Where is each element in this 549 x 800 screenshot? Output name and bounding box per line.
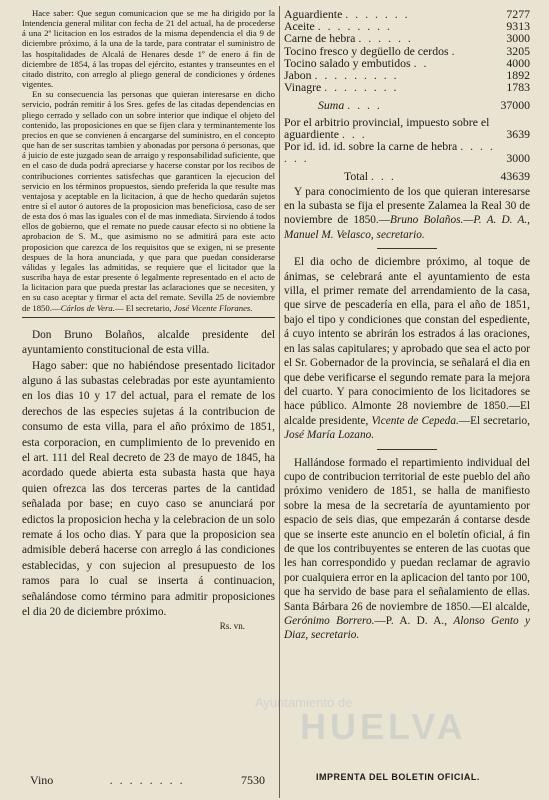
signature-vera: Cárlos de Vera.	[60, 302, 115, 313]
notice-santa-barbara-text: Hallándose formado el repartimiento individual del cupo de contribucion territorial de este pueblo del año próximo venidero de 1851, se halla de manifiesto sobre la mesa de la secretaría de ayuntamiento por espacio de seis dias, que empezarán á contarse desde que se inserte este anuncio en el boletín oficial, á fin de que los contribuyentes se enteren de las cuotas que les han correspondido y puedan reclamar de agravio por cualquiera error en la aplicacion del tanto por 100, que ha servido de base para el señalamiento de ellas. Santa Bárbara 26 de noviembre de 1850.—El alcalde,	[284, 456, 530, 613]
currency-label: Rs. vn.	[219, 621, 245, 632]
vino-row	[30, 773, 265, 788]
notice-santa-barbara-pada: —P. A. D. A.,	[374, 615, 454, 628]
section-rule-3	[377, 449, 437, 450]
budget-item-value: 1892	[506, 68, 530, 83]
left-column	[22, 8, 275, 632]
notice-santa-barbara	[284, 456, 530, 643]
arbitrio-label: Por el arbitrio provincial, impuesto sobre el aguardiente	[284, 114, 490, 141]
notice-consequence-text: En su consecuencia las personas que quieran interesarse en dicho servicio, podrán remitir á los Sres. gefes de las citadas dependencias en pliego cerrado y sellado con un sobre interior que indique el objeto del contenido, las proposiciones en que se fijen clara y terminantemente los precios en que se convienen á encargarse del suministro, en el concepto que han de ser suscritas tambien y abonadas por persona ó personas, que á juicio de este juzgado sean de arraigo y responsabilidad suficiente, que en el caso de duda podrá apreciarse y hacerse constar por los recibos de contribuciones corrientes satisfechas que garanticen la ejecucion del servicio en los términos propuestos, siendo preferida la que resulte mas ventajosa y aceptable en la licitacion, á que de hecho quedarán sujetos entre sí el autor ó autores de la proposicion mas beneficiosa, caso de ser de esta dos ó mas las iguales con el de mas inmediata. Sirviendo á todos ellos de gobierno, que el remate no puede causar efecto si no obtiene la aprobacion de S. M., que asimismo no se admitirá para este acto proposicion que carezca de los requisitos que se exigen, ni se presente despues de la hora anunciada, y que para que puedan considerarse válidas y legales las admitidas, se requiere que el licitador que la suscriba haya de estar presente ó legalmente representado en el acto de la licitacion para que pueda prestar las aclaraciones que se necesiten, y en su caso aceptar y firmar el acta del remate. Sevilla 25 de noviembre de 1850.—	[22, 89, 275, 313]
budget-item-dots: . . . . . . . . .	[314, 68, 399, 83]
carne-value: 3000	[506, 151, 530, 166]
budget-item-label: Aceite	[284, 19, 315, 34]
total-label: Total	[344, 169, 369, 184]
budget-item-dots: . .	[413, 55, 429, 70]
budget-item-dots: . . . . . . . .	[324, 80, 399, 95]
arbitrio-value: 3639	[506, 126, 530, 141]
budget-item-dots: .	[451, 43, 457, 58]
suma-value: 37000	[500, 98, 530, 113]
budget-item-label: Tocino salado y embutidos	[284, 55, 411, 70]
arbitrio-dots: . . .	[341, 126, 367, 141]
vino-value: 7530	[241, 773, 265, 787]
budget-item-value: 3205	[506, 43, 530, 58]
signature-borrero: Gerónimo Borrero.	[284, 615, 375, 628]
notice-almonte-text: El dia ocho de diciembre próximo, al toque de ánimas, se celebrará ante el ayuntamiento de esta villa, el primer remate del arrendamiento de la casa, que sirve de pescadería en ella, para el año de 1851, bajo el tipo y condiciones que constan del espediente, á cuyo intento se abrirán los estrados á las oraciones, en las salas capitulares; y aprobado que sea el acto por el Sr. Gobernador de la provincia, se señalará el dia en que debe verificarse el segundo remate para la mejora del cuarto. Y para conocimiento de los licitadores se hace público. Almonte 28 noviembre de 1850.—El alcalde presidente,	[284, 256, 530, 427]
right-column	[284, 8, 530, 643]
carne-dots: . . . . . . .	[284, 139, 495, 166]
budget-item-dots: . . . . . .	[358, 31, 413, 46]
carne-row	[284, 140, 530, 164]
budget-item-row	[284, 81, 530, 93]
budget-item-label: Vinagre	[284, 80, 322, 95]
total-row	[284, 164, 530, 182]
suma-label: Suma	[318, 98, 345, 113]
carne-label: Por id. id. id. sobre la carne de hebra	[284, 139, 458, 154]
budget-item-dots: . . . . . . . .	[317, 19, 392, 34]
budget-item-value: 3000	[506, 31, 530, 46]
imprint-footer: IMPRENTA DEL BOLETIN OFICIAL.	[316, 772, 480, 782]
notice-almonte	[284, 255, 530, 442]
total-dots: . . .	[371, 169, 396, 184]
signature-cepeda: Vicente de Cepeda.	[371, 414, 459, 427]
notice-consequence	[22, 89, 275, 312]
heading-bolanos: Don Bruno Bolaños, alcalde presidente del ayuntamiento constitucional de esta villa.	[22, 328, 275, 357]
notice-secretary: — El secretario,	[114, 302, 174, 313]
vino-dots: . . . . . . . .	[109, 773, 185, 787]
section-rule	[22, 317, 275, 318]
section-rule-2	[377, 248, 437, 249]
budget-item-dots: . . . . . . .	[345, 7, 410, 21]
total-value: 43639	[500, 169, 530, 184]
arbitrio-row	[284, 112, 530, 140]
vino-label: Vino	[30, 773, 54, 787]
watermark-line1: Ayuntamiento de	[255, 695, 353, 710]
budget-item-value: 9313	[506, 19, 530, 34]
signature-floranes: José Vicente Floranes.	[173, 302, 253, 313]
notice-zalamea	[284, 185, 530, 243]
notice-subasta: Hago saber: que no habiéndose presentado licitador alguno á las subastas celebradas por este ayuntamiento en los dias 10 y 17 del actual, para el remate de los derechos de las especies sujetas á la contribucion de consumo de esta villa, para el año próximo de 1851, esta corporacion, en cumplimiento de lo prevenido en el art. 111 del Real decreto de 23 de mayo de 1845, ha acordado quede abierta esta subasta hasta que haya quien ofrezca las dos terceras partes de la cantidad señalada por base; en cuyo caso se anunciará por edictos la proposicion hecha y la celebracion de un solo remate á los ocho dias. Y para que la proposicion sea admisible deberá hacerse con arreglo á las condiciones establecidas, y con sujecion al presupuesto de los ramos para lo cual se inserta á continuacion, señalándose como término para admitir proposiciones el dia 20 de diciembre próximo.	[22, 359, 275, 618]
budget-item-value: 1783	[506, 80, 530, 95]
budget-item-label: Carne de hebra	[284, 31, 356, 46]
signature-gento: Alonso Gento y Diaz, secretario.	[284, 615, 530, 642]
notice-almonte-secretary: —El secretario,	[458, 414, 530, 427]
suma-dots: . . . .	[347, 98, 382, 113]
notice-intendencia: Hace saber: Que segun comunicacion que se me ha dirigido por la Intendencia general militar con fecha de 21 del actual, ha de procederse á una 2ª licitacion en los estrados de la misma dependencia el dia 9 de diciembre próximo, á la una de la tarde, para contratar el suministro de las hospitalidades de Alcalá de Henares desde 1º de enero á fin de diciembre de 1854, á las tropas del ejército, estantes y transeuntes en el citado distrito, con arreglo al pliego general de condiciones y órdenes vigentes.	[22, 8, 275, 90]
budget-item-value: 4000	[506, 55, 530, 70]
signature-bolanos: Bruno Bolaños.—P. A. D. A., Manuel M. Velasco, secretario.	[284, 214, 530, 241]
budget-table	[284, 8, 530, 183]
notice-zalamea-text: Y para conocimiento de los que quieran interesarse en la subasta se fija el presente Zalamea la Real 30 de noviembre de 1850.—	[284, 185, 530, 227]
budget-item-label: Jabon	[284, 68, 312, 83]
column-divider	[279, 6, 280, 798]
budget-item-label: Aguardiente	[284, 7, 343, 21]
suma-row	[284, 93, 530, 111]
watermark-huelva: HUELVA	[300, 706, 467, 747]
budget-item-value: 7277	[506, 7, 530, 21]
budget-item-label: Tocino fresco y degüello de cerdos	[284, 43, 449, 58]
signature-lozano: José María Lozano.	[284, 429, 375, 442]
